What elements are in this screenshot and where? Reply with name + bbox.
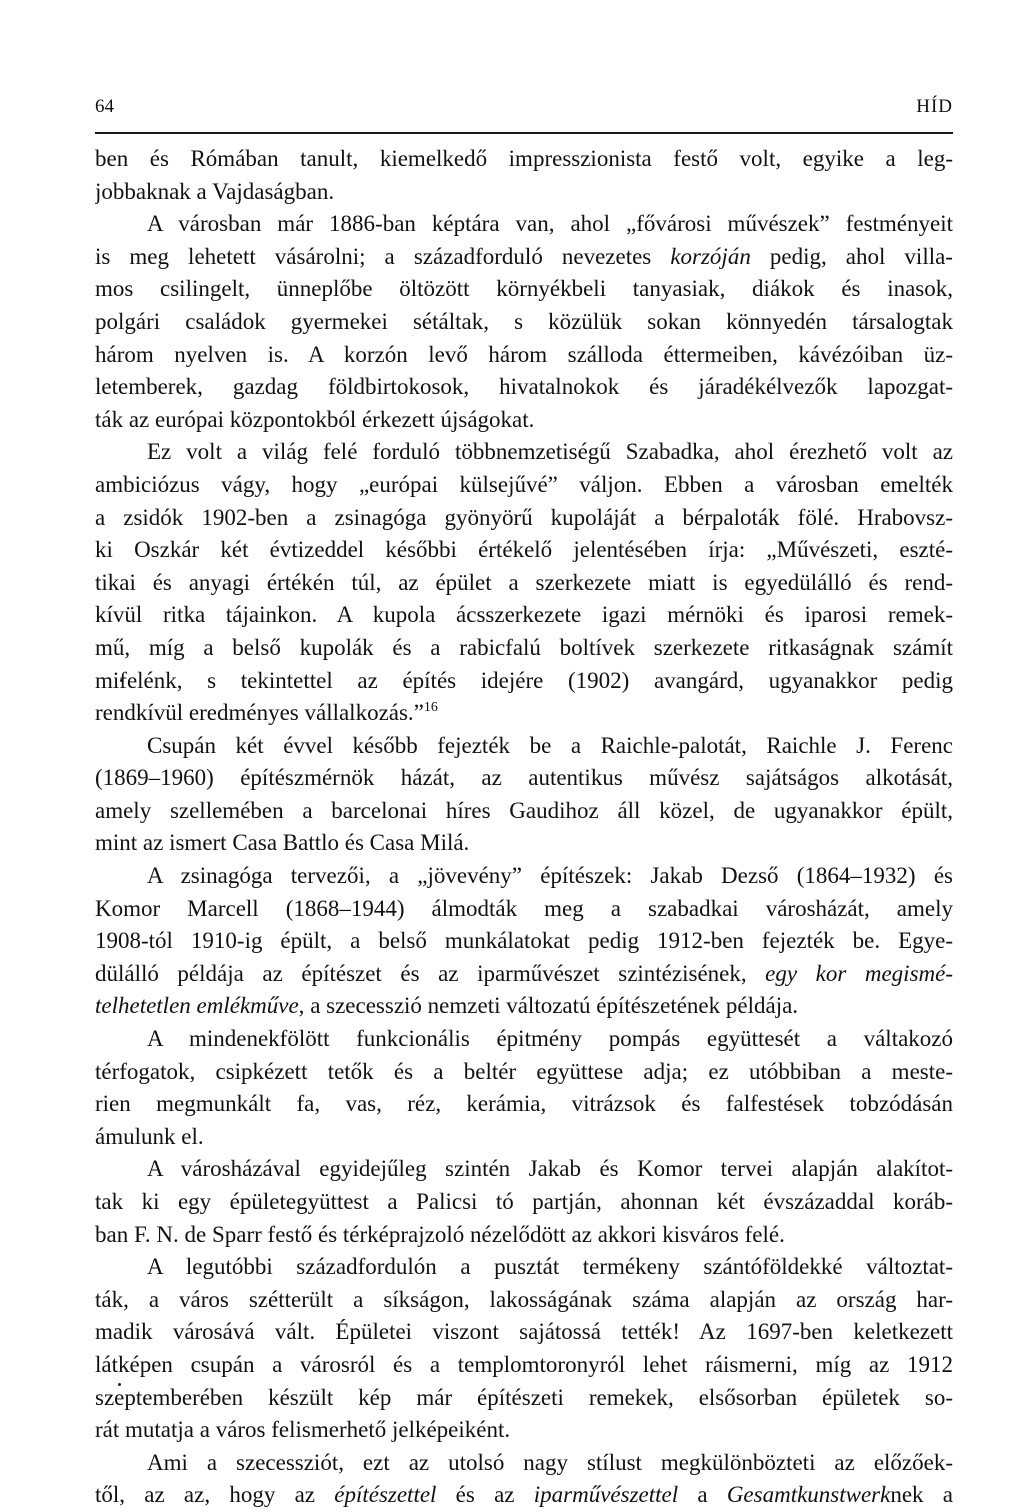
text-line: ták az európai központokból érkezett újságokat. (95, 406, 535, 432)
text-line: ták, a város szétterült a síkságon, lakosságának száma alapján az ország har- (95, 1286, 953, 1312)
running-head: HÍD (916, 96, 953, 117)
text-line: kívül ritka tájainkon. A kupola ácsszerkezete igazi mérnöki és iparosi remek- (95, 602, 953, 628)
text-line: mint az ismert Casa Battlo és Casa Milá. (95, 830, 470, 856)
text-line: dülálló példája az építészet és az iparművészet szintézisének, egy kor megismé- (95, 960, 953, 986)
text-line: mű, míg a belső kupolák és a rabicfalú boltívek szerkezete ritkaságnak számít (95, 634, 953, 660)
italic-term: korzóján (670, 243, 751, 269)
text-line: től, az az, hogy az építészettel és az iparművészettel a Gesamtkunstwerknek a (95, 1482, 953, 1508)
text-line: A városban már 1886-ban képtára van, ahol „fővárosi művészek” festményeit (147, 211, 953, 237)
text-line: jobbaknak a Vajdaságban. (95, 178, 335, 204)
page-header (95, 92, 953, 134)
text-line: látképen csupán a városról és a templomtoronyról lehet ráismerni, míg az 1912 (95, 1351, 953, 1377)
text-line: tikai és anyagi értékén túl, az épület a szerkezete miatt is egyedülálló és rend- (95, 569, 953, 595)
text-line: mos csilingelt, ünneplőbe öltözött környékbeli tanyasiak, diákok és inasok, (95, 276, 953, 302)
text-line: letemberek, gazdag földbirtokosok, hivatalnokok és járadékélvezők lapozgat- (95, 374, 953, 400)
footnote-marker: 16 (423, 700, 438, 716)
text-line: telhetetlen emlékműve, a szecesszió nemzeti változatú építészetének példája. (95, 993, 799, 1019)
text-line: Komor Marcell (1868–1944) álmodták meg a szabadkai városházát, amely (95, 895, 953, 921)
text-line: a zsidók 1902-ben a zsinagóga gyönyörű kupoláját a bérpaloták fölé. Hrabovsz- (95, 504, 953, 530)
body-text (95, 143, 953, 1512)
italic-term: egy kor megismé- (765, 960, 953, 986)
text-line: szeptemberében készült kép már építészeti remekek, elsősorban épületek so- (95, 1384, 953, 1410)
text-line: 1908-tól 1910-ig épült, a belső munkálatokat pedig 1912-ben fejezték be. Egye- (95, 928, 953, 954)
text-line: tak ki egy épületegyüttest a Palicsi tó partján, ahonnan két évszázaddal koráb- (95, 1189, 953, 1214)
text-line: három nyelven is. A korzón levő három szálloda éttermeiben, kávézóiban üz- (95, 341, 953, 367)
text-line: rien megmunkált fa, vas, réz, kerámia, vitrázsok és falfestések tobzódásán (95, 1091, 953, 1117)
italic-term: Gesamtkunstwerk (726, 1482, 891, 1508)
text-line: Ami a szecessziót, ezt az utolsó nagy stílust megkülönbözteti az előzőek- (147, 1449, 953, 1475)
text-line: ben és Rómában tanult, kiemelkedő impresszionista festő volt, egyike a leg- (95, 146, 953, 171)
text-line: A zsinagóga tervezői, a „jövevény” építészek: Jakab Dezső (1864–1932) és (147, 863, 953, 889)
text-line: A mindenekfölött funkcionális épitmény pompás együttesét a váltakozó (147, 1026, 953, 1052)
text-line: ban F. N. de Sparr festő és térképrajzoló nézelődött az akkori kisváros felé. (95, 1221, 785, 1247)
text-line: Csupán két évvel később fejezték be a Raichle-palotát, Raichle J. Ferenc (147, 732, 953, 758)
text-line: polgári családok gyermekei sétáltak, s közülük sokan könnyedén társalogtak (95, 308, 953, 334)
text-line: A legutóbbi századfordulón a pusztát termékeny szántóföldekké változtat- (147, 1254, 953, 1280)
text-line: Ez volt a világ felé forduló többnemzetiségű Szabadka, ahol érezhető volt az (147, 439, 953, 465)
text-line: ambiciózus vágy, hogy „európai külsejűvé” váljon. Ebben a városban emelték (95, 471, 953, 497)
text-line: is meg lehetett vásárolni; a századforduló nevezetes korzóján pedig, ahol villa- (95, 243, 953, 269)
italic-term: építészettel (334, 1482, 437, 1508)
text-line: rát mutatja a város felismerhető jelképeiként. (95, 1417, 511, 1443)
text-line: A városházával egyidejűleg szintén Jakab és Komor tervei alapján alakítot- (147, 1156, 953, 1182)
page-number: 64 (95, 96, 114, 117)
text-line: mifelénk, s tekintettel az építés idejére (1902) avangárd, ugyanakkor pedig (95, 667, 953, 693)
text-line: térfogatok, csipkézett tetők és a beltér együttese adja; ez utóbbiban a meste- (95, 1058, 953, 1084)
text-line: rendkívül eredményes vállalkozás.”$^{16}$ (95, 700, 438, 726)
text-line: ámulunk el. (95, 1123, 204, 1149)
text-line: (1869–1960) építészmérnök házát, az autentikus művész sajátságos alkotását, (95, 765, 953, 791)
text-line: amely szellemében a barcelonai híres Gaudihoz áll közel, de ugyanakkor épült, (95, 797, 953, 823)
italic-term: telhetetlen emlékműve, (95, 993, 305, 1019)
text-line: madik városává vált. Épületei viszont sajátossá tették! Az 1697-ben keletkezett (95, 1319, 953, 1345)
text-line: ki Oszkár két évtizeddel későbbi értékelő jelentésében írja: „Művészeti, eszté- (95, 537, 953, 563)
italic-term: iparművészettel (533, 1482, 679, 1508)
